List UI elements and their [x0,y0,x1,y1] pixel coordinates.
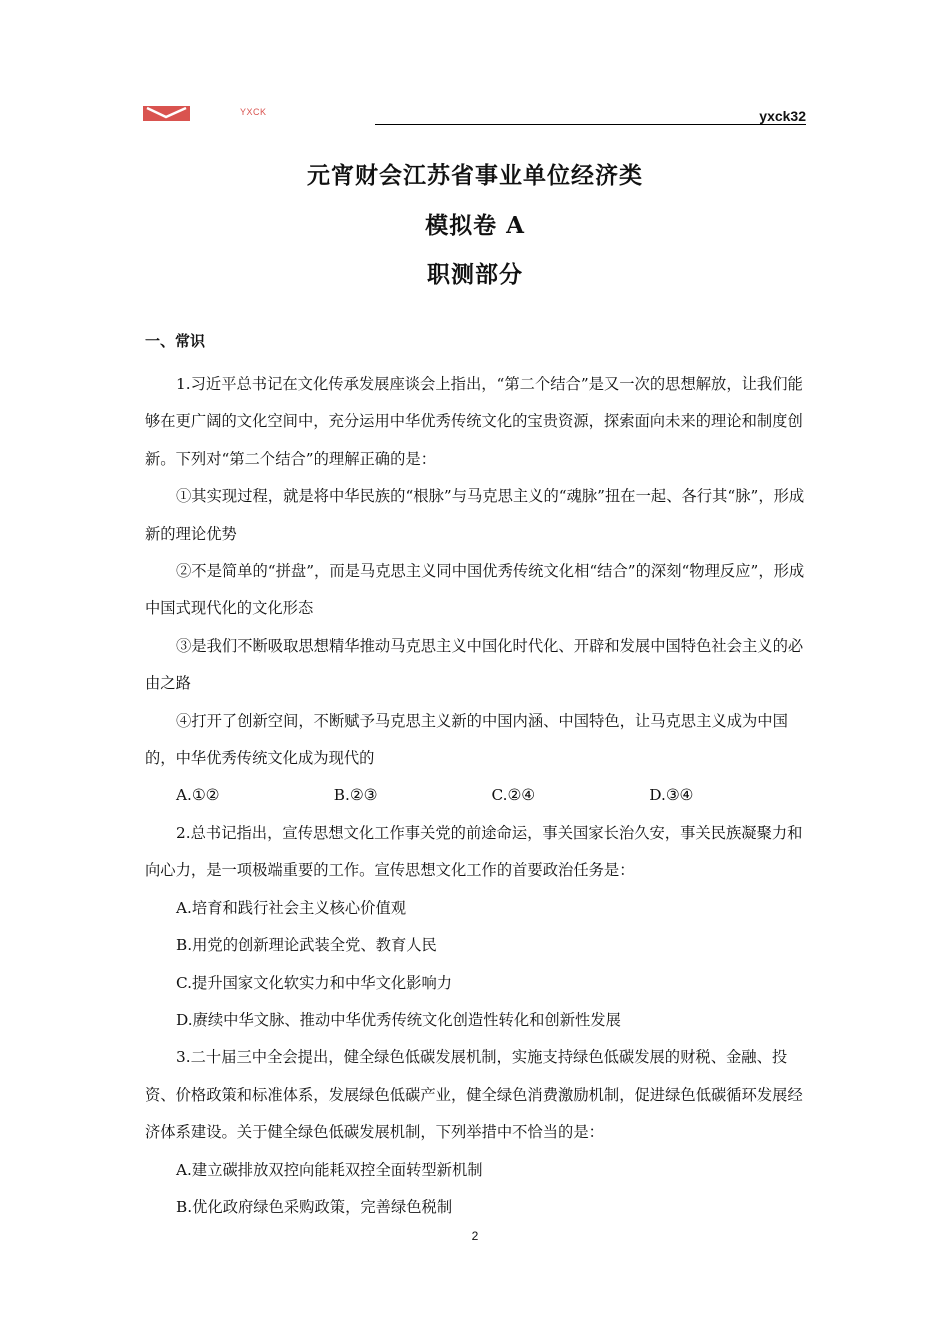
question-1-option-c: C.②④ [491,786,535,805]
document-title: 元宵财会江苏省事业单位经济类 [307,162,643,189]
question-1-option-a: A.①② [176,786,220,805]
question-1-item-1: ①其实现过程，就是将中华民族的“根脉”与马克思主义的“魂脉”扭在一起、各行其“脉”，形成新的理论优势 [145,487,805,543]
header-code: yxck32 [759,108,806,124]
question-2-option-a: A.培育和践行社会主义核心价值观 [176,898,407,917]
question-2-stem: 2.总书记指出，宣传思想文化工作事关党的前途命运，事关国家长治久安，事关民族凝聚力和向心力，是一项极端重要的工作。宣传思想文化工作的首要政治任务是： [145,823,803,880]
header-divider [375,124,806,125]
question-3-stem: 3.二十届三中全会提出，健全绿色低碳发展机制，实施支持绿色低碳发展的财税、金融、投资、价格政策和标准体系，发展绿色低碳产业，健全绿色消费激励机制，促进绿色低碳循环发展经济体系建设。关于健全绿色低碳发展机制，下列举措中不恰当的是： [145,1048,803,1142]
question-2-option-b: B.用党的创新理论武装全党、教育人民 [176,936,437,955]
question-1-item-4: ④打开了创新空间，不断赋予马克思主义新的中国内涵、中国特色，让马克思主义成为中国的，中华优秀传统文化成为现代的 [145,711,788,768]
question-1-item-2: ②不是简单的“拼盘”，而是马克思主义同中国优秀传统文化相“结合”的深刻“物理反应”，形成中国式现代化的文化形态 [145,562,805,618]
question-2-option-d: D.赓续中华文脉、推动中华优秀传统文化创造性转化和创新性发展 [176,1010,621,1029]
question-1-stem: 1.习近平总书记在文化传承发展座谈会上指出，“第二个结合”是又一次的思想解放，让我们能够在更广阔的文化空间中，充分运用中华优秀传统文化的宝贵资源，探索面向未来的理论和制度创新。下列对“第二个结合”的理解正确的是： [145,375,803,468]
document-section-title: 职测部分 [427,261,523,288]
page-number: 2 [471,1229,479,1243]
question-1-option-d: D.③④ [649,786,694,805]
logo-icon [143,106,190,121]
question-3-option-a: A.建立碳排放双控向能耗双控全面转型新机制 [176,1160,483,1179]
question-body [145,366,807,1226]
question-3-option-b: B.优化政府绿色采购政策，完善绿色税制 [176,1197,453,1216]
question-2-option-c: C.提升国家文化软实力和中华文化影响力 [176,973,453,992]
question-1-item-3: ③是我们不断吸取思想精华推动马克思主义中国化时代化、开辟和发展中国特色社会主义的必由之路 [145,636,804,693]
document-subtitle: 模拟卷 A [425,212,525,239]
question-1-option-b: B.②③ [333,786,378,805]
section-heading: 一、常识 [145,332,206,350]
logo-text: YXCK [240,107,267,117]
question-1-options [145,777,807,814]
